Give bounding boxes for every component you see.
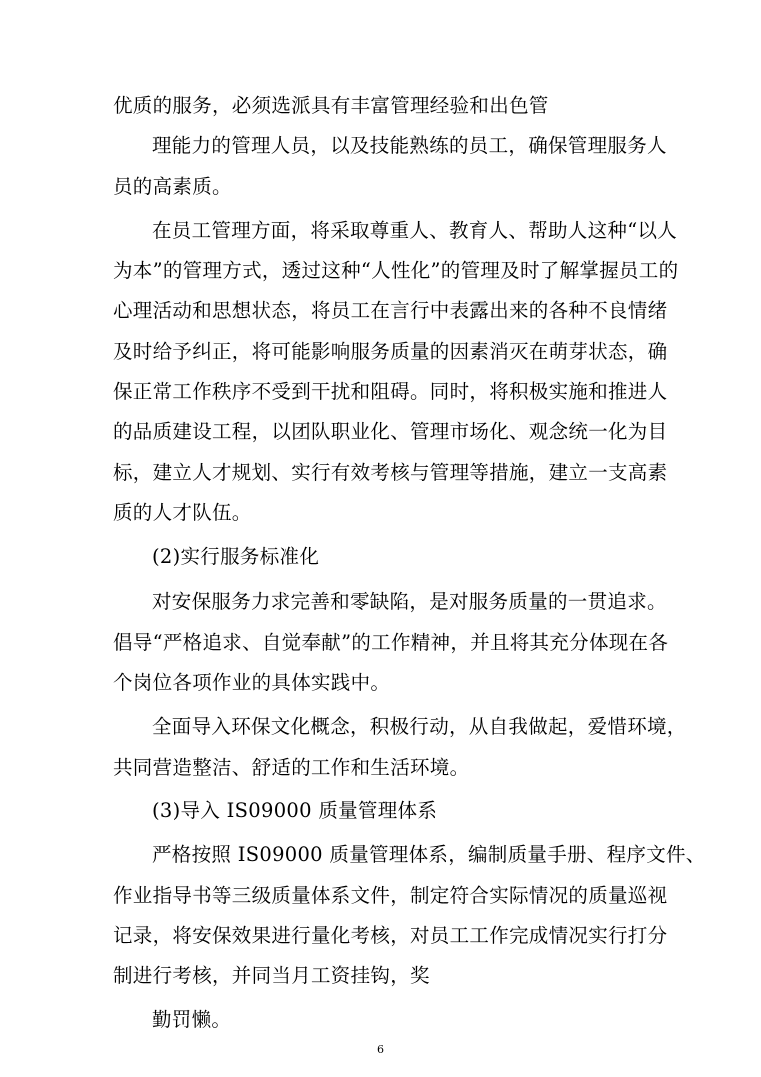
section-heading: (3)导入 IS09000 质量管理体系	[152, 799, 438, 822]
text-line: 个岗位各项作业的具体实践中。	[113, 671, 391, 694]
text-line: 作业指导书等三级质量体系文件，制定符合实际情况的质量巡视	[113, 884, 668, 907]
text-line: 质的人才队伍。	[113, 501, 252, 524]
text-line: 严格按照 IS09000 质量管理体系，编制质量手册、程序文件、	[152, 843, 706, 866]
text-line: 的品质建设工程，以团队职业化、管理市场化、观念统一化为目	[113, 420, 668, 443]
text-line: 及时给予纠正，将可能影响服务质量的因素消灭在萌芽状态，确	[113, 340, 668, 363]
text-line: 勤罚懒。	[152, 1008, 232, 1031]
text-line: 制进行考核，并同当月工资挂钩，奖	[113, 964, 430, 987]
section-heading: (2)实行服务标准化	[152, 545, 320, 568]
text-line: 在员工管理方面，将采取尊重人、教育人、帮助人这种“以人	[152, 219, 678, 242]
text-line: 记录，将安保效果进行量化考核，对员工工作完成情况实行打分	[113, 924, 668, 947]
text-line: 倡导“严格追求、自觉奉献”的工作精神，并且将其充分体现在各	[113, 631, 669, 654]
page-number: 6	[377, 1043, 384, 1056]
text-line: 全面导入环保文化概念，积极行动，从自我做起，爱惜环境，	[152, 715, 687, 738]
text-line: 对安保服务力求完善和零缺陷，是对服务质量的一贯追求。	[152, 590, 667, 613]
text-line: 理能力的管理人员，以及技能熟练的员工，确保管理服务人	[152, 134, 667, 157]
text-line: 标，建立人才规划、实行有效考核与管理等措施，建立一支高素	[113, 461, 668, 484]
text-line: 心理活动和思想状态，将员工在言行中表露出来的各种不良情绪	[113, 299, 668, 322]
text-line: 优质的服务，必须选派具有丰富管理经验和出色管	[113, 94, 549, 117]
text-line: 员的高素质。	[113, 175, 232, 198]
text-line: 保正常工作秩序不受到干扰和阻碍。同时，将积极实施和推进人	[113, 380, 668, 403]
text-line: 为本”的管理方式，透过这种“人性化”的管理及时了解掌握员工的	[113, 259, 679, 282]
text-line: 共同营造整洁、舒适的工作和生活环境。	[113, 756, 470, 779]
